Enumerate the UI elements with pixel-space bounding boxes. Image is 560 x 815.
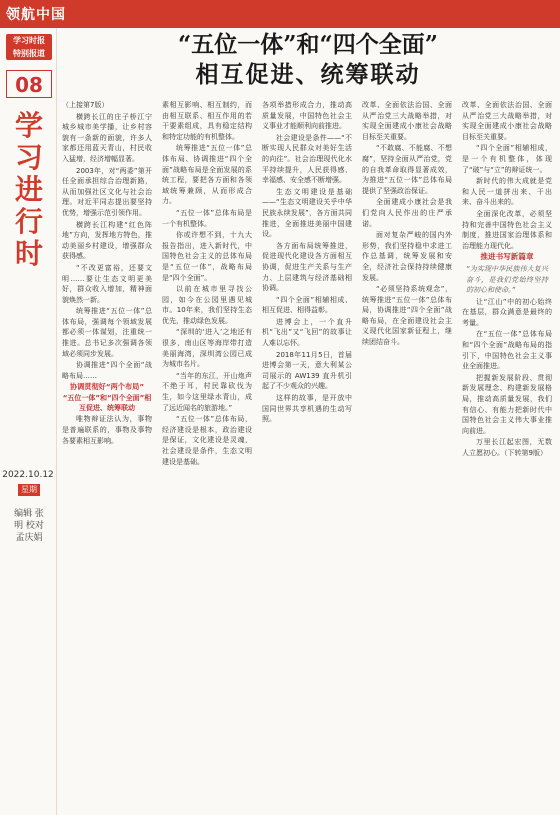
subheading: 推进书写新篇章 (480, 252, 534, 262)
paragraph: 新时代的伟大成就是党和人民一道拼出来、干出来、奋斗出来的。 (462, 177, 552, 207)
paragraph: 改革、全面依法治国、全面从严治党三大战略举措，对实现全面建成小康社会战略目标至关重要。 (362, 101, 452, 141)
paragraph: 在“五位一体”总体布局和“四个全面”战略布局的指引下，中国特色社会主义事业全面推进。 (462, 330, 552, 371)
section-title: 领航中国 (6, 7, 66, 23)
paragraph: “四个全面”相辅相成，是一个有机整体，体现了“破”与“立”的辩证统一。 (462, 144, 552, 174)
paragraph: “四个全面”相辅相成、相互促进、相得益彰。 (262, 295, 352, 315)
brand-line-2: 特别报道 (13, 49, 45, 58)
column-title (9, 110, 49, 270)
text-column-3 (262, 100, 352, 808)
paragraph: 全面深化改革，必须坚持和完善中国特色社会主义制度，推进国家治理体系和治理能力现代化。 (462, 209, 552, 250)
headline-line-1: “五位一体”和“四个全面” (178, 31, 438, 58)
newspaper-logo (6, 34, 52, 60)
paragraph: 改革、全面依法治国、全面从严治党三大战略举措，对实现全面建成小康社会战略目标至关重要。 (462, 101, 552, 141)
column-title-char: 时 (14, 237, 43, 270)
paragraph: “五位一体”总体布局，经济建设是根本，政治建设是保证，文化建设是灵魂，社会建设是条件，生态文明建设是基础。 (162, 415, 252, 466)
column-title-char: 进 (14, 173, 43, 206)
paragraph: “五位一体”总体布局是一个有机整体。 (162, 208, 252, 228)
column-title-char: 习 (14, 141, 43, 174)
editor-credits: 编辑 张 明 校对 孟庆娟 (14, 509, 44, 543)
text-column-2 (162, 100, 252, 808)
paragraph: 统筹推进“五位一体”总体布局，强调每个领域发展都必须一体谋划，注重统一推进。总书记多次强调各领域必须同步发展。 (62, 307, 152, 358)
paragraph: 你或许想不到，十九大报告指出，进入新时代，中国特色社会主义的总体布局是“五位一体”，战略布局是“四个全面”。 (162, 231, 252, 282)
paragraph: （上接第7版） (62, 101, 109, 109)
column-title-char: 行 (14, 205, 43, 238)
sidebar (0, 28, 57, 815)
text-column-5 (462, 100, 552, 808)
paragraph: 这样的故事，是开放中国同世界共享机遇的生动写照。 (262, 394, 352, 424)
column-title-char: 学 (14, 109, 43, 142)
paragraph: 协调推进“四个全面”战略布局…… (62, 361, 152, 380)
article-body (62, 100, 554, 808)
issue-date: 2022.10.12 (2, 470, 54, 480)
paragraph: 全面建成小康社会是我们党向人民作出的庄严承诺。 (362, 198, 452, 228)
subheading: 协调贯彻好“两个布局” (69, 382, 145, 392)
paragraph: 把握新发展阶段、贯彻新发展理念、构建新发展格局，推动高质量发展，我们有信心、有能力把新时代中国特色社会主义伟大事业推向前进。 (462, 373, 552, 435)
paragraph: 各项举措形成合力，推动高质量发展，中国特色社会主义事业才能顺利向前推进。 (262, 101, 352, 131)
paragraph: “不改更富裕，还要文明……要让生态文明更美好，群众收入增加，精神面貌焕然一新。 (62, 263, 152, 304)
paragraph: 以前在城市里寻找公园，如今在公园里遇见城市。10年来，我们坚持生态优先，推动绿色发展。 (162, 285, 252, 325)
paragraph: 让“江山”中的初心始终在基层，群众满意是最终的考量。 (462, 297, 552, 327)
paragraph: 横跨长江的庄子桥江宁城乡城市美学播，让乡村容貌有一条新的面貌，许多人家都还用蓝天青山，村民收入猛增，经济增幅显著。 (62, 112, 152, 163)
weekday-badge: 星期三 (18, 484, 40, 496)
paragraph: 2018年11月5日，首届进博会第一天，意大利某公司展示的 AW139 直升机引起了不少观众的兴趣。 (262, 350, 352, 391)
pull-quote: “为实现中华民族伟大复兴奋斗，是我们党始终坚持的初心和使命。” (466, 264, 548, 295)
pull-quote: “五位一体”和“四个全面”相互促进、统筹联动 (62, 394, 152, 413)
paragraph: 进博会上，一个直升机“飞出”又“飞回”的故事让人难以忘怀。 (262, 317, 352, 348)
paragraph: 面对复杂严峻的国内外形势，我们坚持稳中求进工作总基调，统筹发展和安全，经济社会保持持续健康发展。 (362, 231, 452, 282)
paragraph: 素相互影响、相互制约，而由相互联系、相互作用的若干要素组成，具有稳定结构和特定功能的有机整体。 (162, 101, 252, 141)
paragraph: “深圳的‘进入’之地还有很多，南山区等海岸带打造美丽海湾，深圳湾公园已成为城市名片。 (162, 328, 252, 369)
paragraph: “必须坚持系统观念”，统筹推进“五位一体”总体布局，协调推进“四个全面”战略布局，在全面建设社会主义现代化国家新征程上，继续团结奋斗。 (362, 285, 452, 347)
text-column-4 (362, 100, 452, 808)
paragraph: 2003年，对“两委”第开任全面承担综合治理新路，从而加强社区文化与社会治理。对近平同志提出要坚持优势，增强示范引领作用。 (62, 166, 152, 217)
paragraph: 万里长江起宏图，无数人立愿初心。（下转第9版） (462, 438, 552, 457)
brand-line-1: 学习时报 (13, 36, 45, 45)
top-banner (0, 0, 560, 28)
paragraph: 生态文明建设是基础——“生态文明建设关乎中华民族永续发展”，各方面共同推进，全面推进美丽中国建设。 (262, 187, 352, 239)
paragraph: 各方面布局统筹推进，促进现代化建设各方面相互协调，促进生产关系与生产力、上层建筑与经济基础相协调。 (262, 241, 352, 293)
paragraph: “当年的东江，开山炮声不绝于耳，村民靠砍伐为生，如今这里绿水青山，成了远近闻名的旅游地。” (162, 371, 252, 412)
paragraph: 横跨长江构建“红色阵地”方向，发挥地方特色，推动美丽乡村建设，增强群众获得感。 (62, 220, 152, 261)
text-column-1 (62, 100, 152, 808)
paragraph: 唯物辩证法认为，事物是普遍联系的，事物及事物各要素相互影响。 (62, 415, 152, 445)
headline-line-2: 相互促进、统筹联动 (195, 61, 421, 88)
page-number: 08 (6, 70, 52, 98)
paragraph: “不敢腐、不能腐、不想腐”，坚持全面从严治党，党的自我革命取得显著成效，为推进“五位一体”总体布局提供了坚强政治保证。 (362, 144, 452, 195)
paragraph: 统筹推进“五位一体”总体布局、协调推进“四个全面”战略布局是全面发展的系统工程，要把各方面和各领域统筹兼顾，从而形成合力。 (162, 144, 252, 206)
article-headline (60, 30, 556, 90)
paragraph: 社会建设是条件——“不断实现人民群众对美好生活的向往”。社会治理现代化水平持续提升，人民获得感、幸福感、安全感不断增强。 (262, 133, 352, 185)
